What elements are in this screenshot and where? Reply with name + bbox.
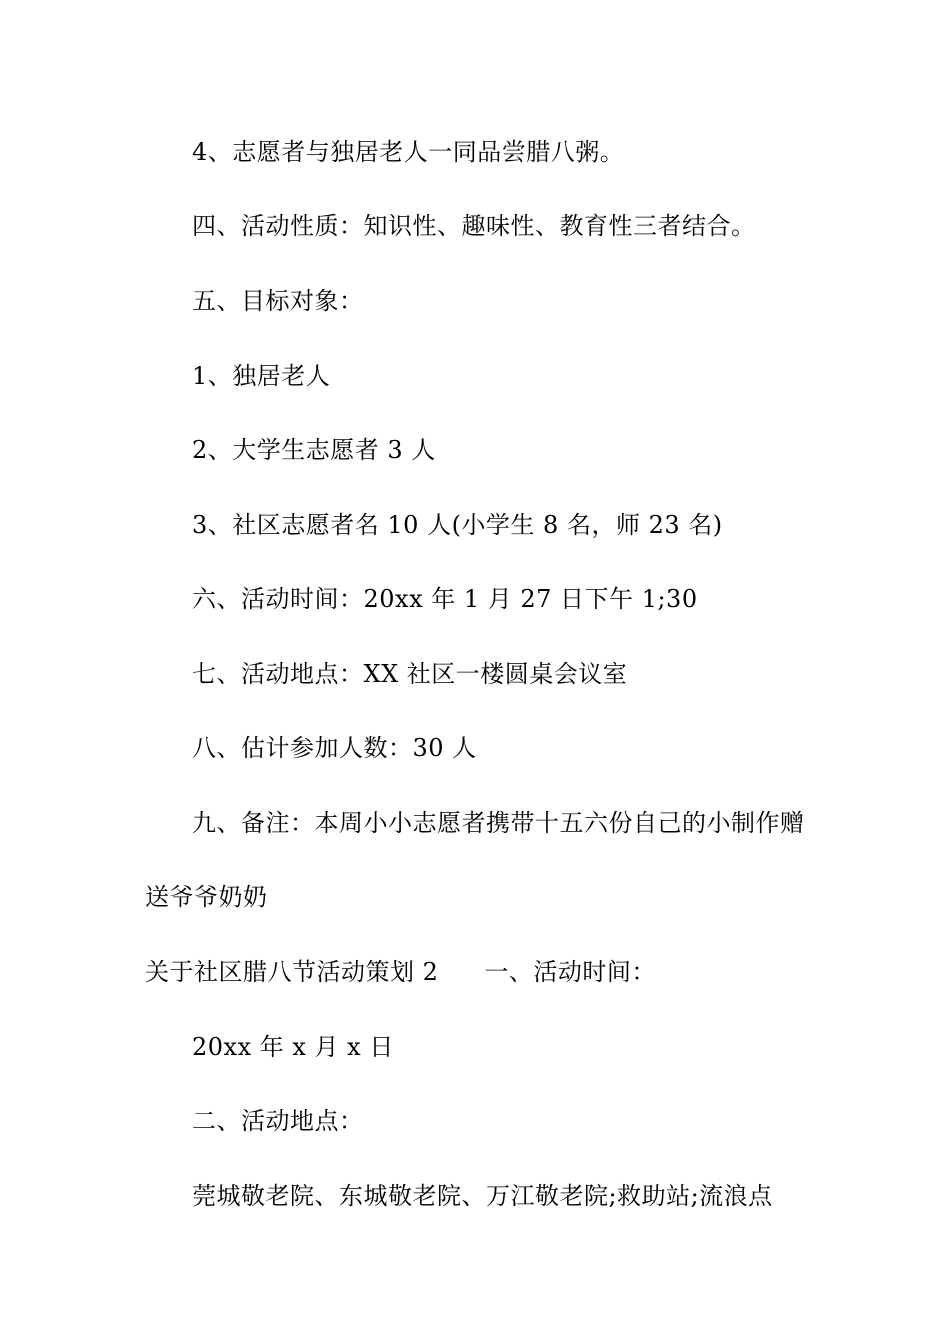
paragraph-line: 4、志愿者与独居老人一同品尝腊八粥。 [192,138,625,166]
paragraph-line: 七、活动地点：XX 社区一楼圆桌会议室 [192,660,628,688]
paragraph-line: 八、估计参加人数：30 人 [192,734,477,762]
paragraph-line: 二、活动地点： [192,1107,364,1135]
section-title: 关于社区腊八节活动策划 2 [145,958,439,986]
paragraph-line: 20xx 年 x 月 x 日 [192,1033,394,1061]
paragraph-line: 六、活动时间：20xx 年 1 月 27 日下午 1;30 [192,585,698,613]
section-heading-line [145,957,656,987]
paragraph-line: 1、独居老人 [192,362,331,390]
paragraph-line: 莞城敬老院、东城敬老院、万江敬老院;救助站;流浪点 [192,1182,773,1210]
paragraph-line-continued: 送爷爷奶奶 [145,883,268,911]
section-first-item: 一、活动时间： [484,958,656,986]
paragraph-line: 四、活动性质：知识性、趣味性、教育性三者结合。 [192,212,756,240]
paragraph-line: 五、目标对象： [192,287,364,315]
paragraph-line: 2、大学生志愿者 3 人 [192,436,436,464]
paragraph-line: 3、社区志愿者名 10 人(小学生 8 名，师 23 名) [192,511,723,539]
paragraph-line: 九、备注：本周小小志愿者携带十五六份自己的小制作赠 [192,809,805,837]
